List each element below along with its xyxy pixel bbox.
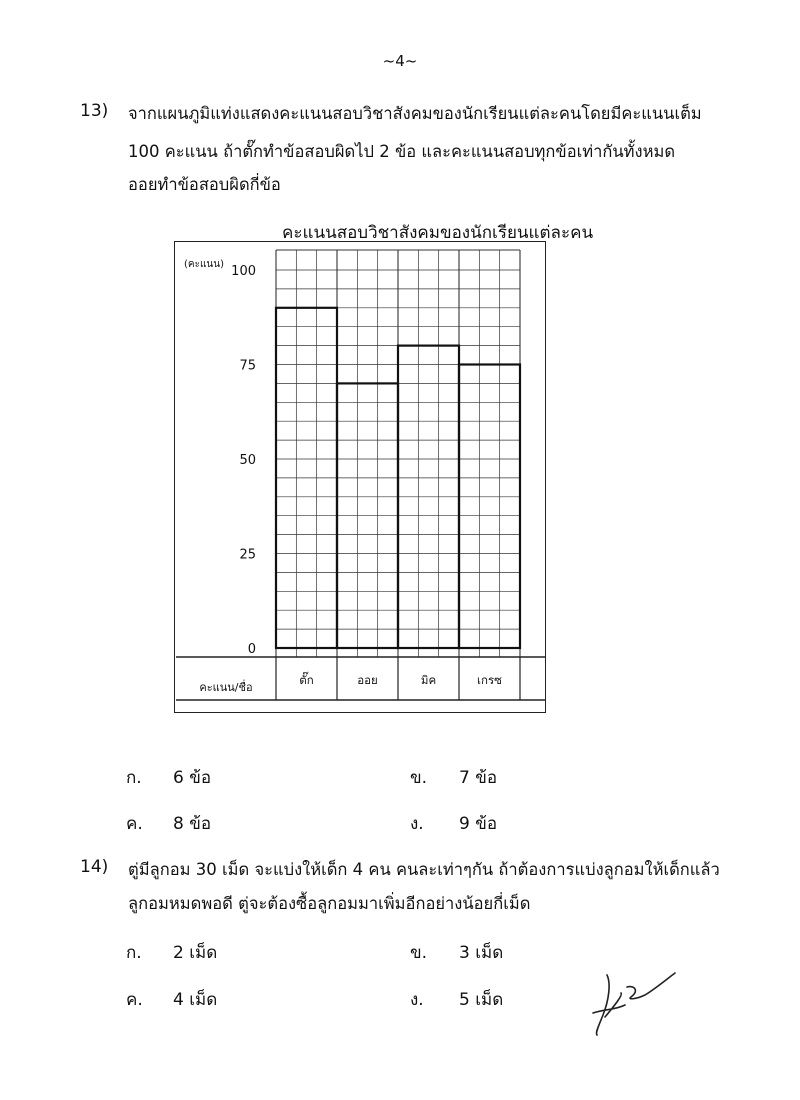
page-number: ~4~ [382,52,418,70]
y-tick-label: 75 [239,358,256,374]
question-14-line-2: ลูกอมหมดพอดี ตู่จะต้องซื้อลูกอมมาเพิ่มอีกอย่างน้อยกี่เม็ด [128,894,531,913]
q13-option-d-text[interactable]: 9 ข้อ [459,814,498,834]
q13-option-b-letter: ข. [410,768,428,788]
q13-option-d-letter: ง. [410,814,424,834]
bar-เกรซ [459,365,520,649]
q14-option-d-letter: ง. [410,990,424,1010]
q13-option-a-letter: ก. [126,768,142,788]
y-tick-label: 50 [239,453,256,468]
question-13-line-3: ออยทำข้อสอบผิดกี่ข้อ [128,175,281,194]
q13-option-c-letter: ค. [126,814,143,834]
question-14-number: 14) [80,857,109,877]
chart-title: คะแนนสอบวิชาสังคมของนักเรียนแต่ละคน [282,223,594,243]
question-13-number: 13) [80,101,109,121]
y-axis-unit: (คะแนน) [184,259,224,270]
x-category-label: ออย [357,673,378,687]
question-13-line-1: จากแผนภูมิแท่งแสดงคะแนนสอบวิชาสังคมของนักเรียนแต่ละคนโดยมีคะแนนเต็ม [128,104,702,123]
q14-option-b-text[interactable]: 3 เม็ด [459,943,504,963]
q14-option-c-text[interactable]: 4 เม็ด [173,990,218,1010]
q13-option-c-text[interactable]: 8 ข้อ [173,814,212,834]
question-14-line-1: ตู่มีลูกอม 30 เม็ด จะแบ่งให้เด็ก 4 คน คนละเท่าๆกัน ถ้าต้องการแบ่งลูกอมให้เด็กแล้ว [128,860,720,879]
q13-option-b-text[interactable]: 7 ข้อ [459,768,498,788]
y-tick-label: 25 [239,547,256,563]
y-tick-label: 0 [247,642,256,657]
q14-option-a-text[interactable]: 2 เม็ด [173,943,218,963]
x-category-label: ตั๊ก [299,673,314,687]
q14-option-d-text[interactable]: 5 เม็ด [459,990,504,1010]
handwritten-signature [575,955,685,1045]
question-13-line-2: 100 คะแนน ถ้าตั๊กทำข้อสอบผิดไป 2 ข้อ และคะแนนสอบทุกข้อเท่ากันทั้งหมด [128,142,676,161]
x-category-label: มิค [420,673,437,687]
chart-y-ticks [231,264,256,657]
q14-option-c-letter: ค. [126,990,143,1010]
chart-x-labels [299,671,502,687]
y-tick-label: 100 [231,264,256,279]
q14-option-a-letter: ก. [126,943,142,963]
x-axis-header: คะแนน/ชื่อ [199,681,253,694]
q14-option-b-letter: ข. [410,943,428,963]
x-category-label: เกรซ [477,673,502,687]
chart-grid [176,250,545,700]
q13-option-a-text[interactable]: 6 ข้อ [173,768,212,788]
